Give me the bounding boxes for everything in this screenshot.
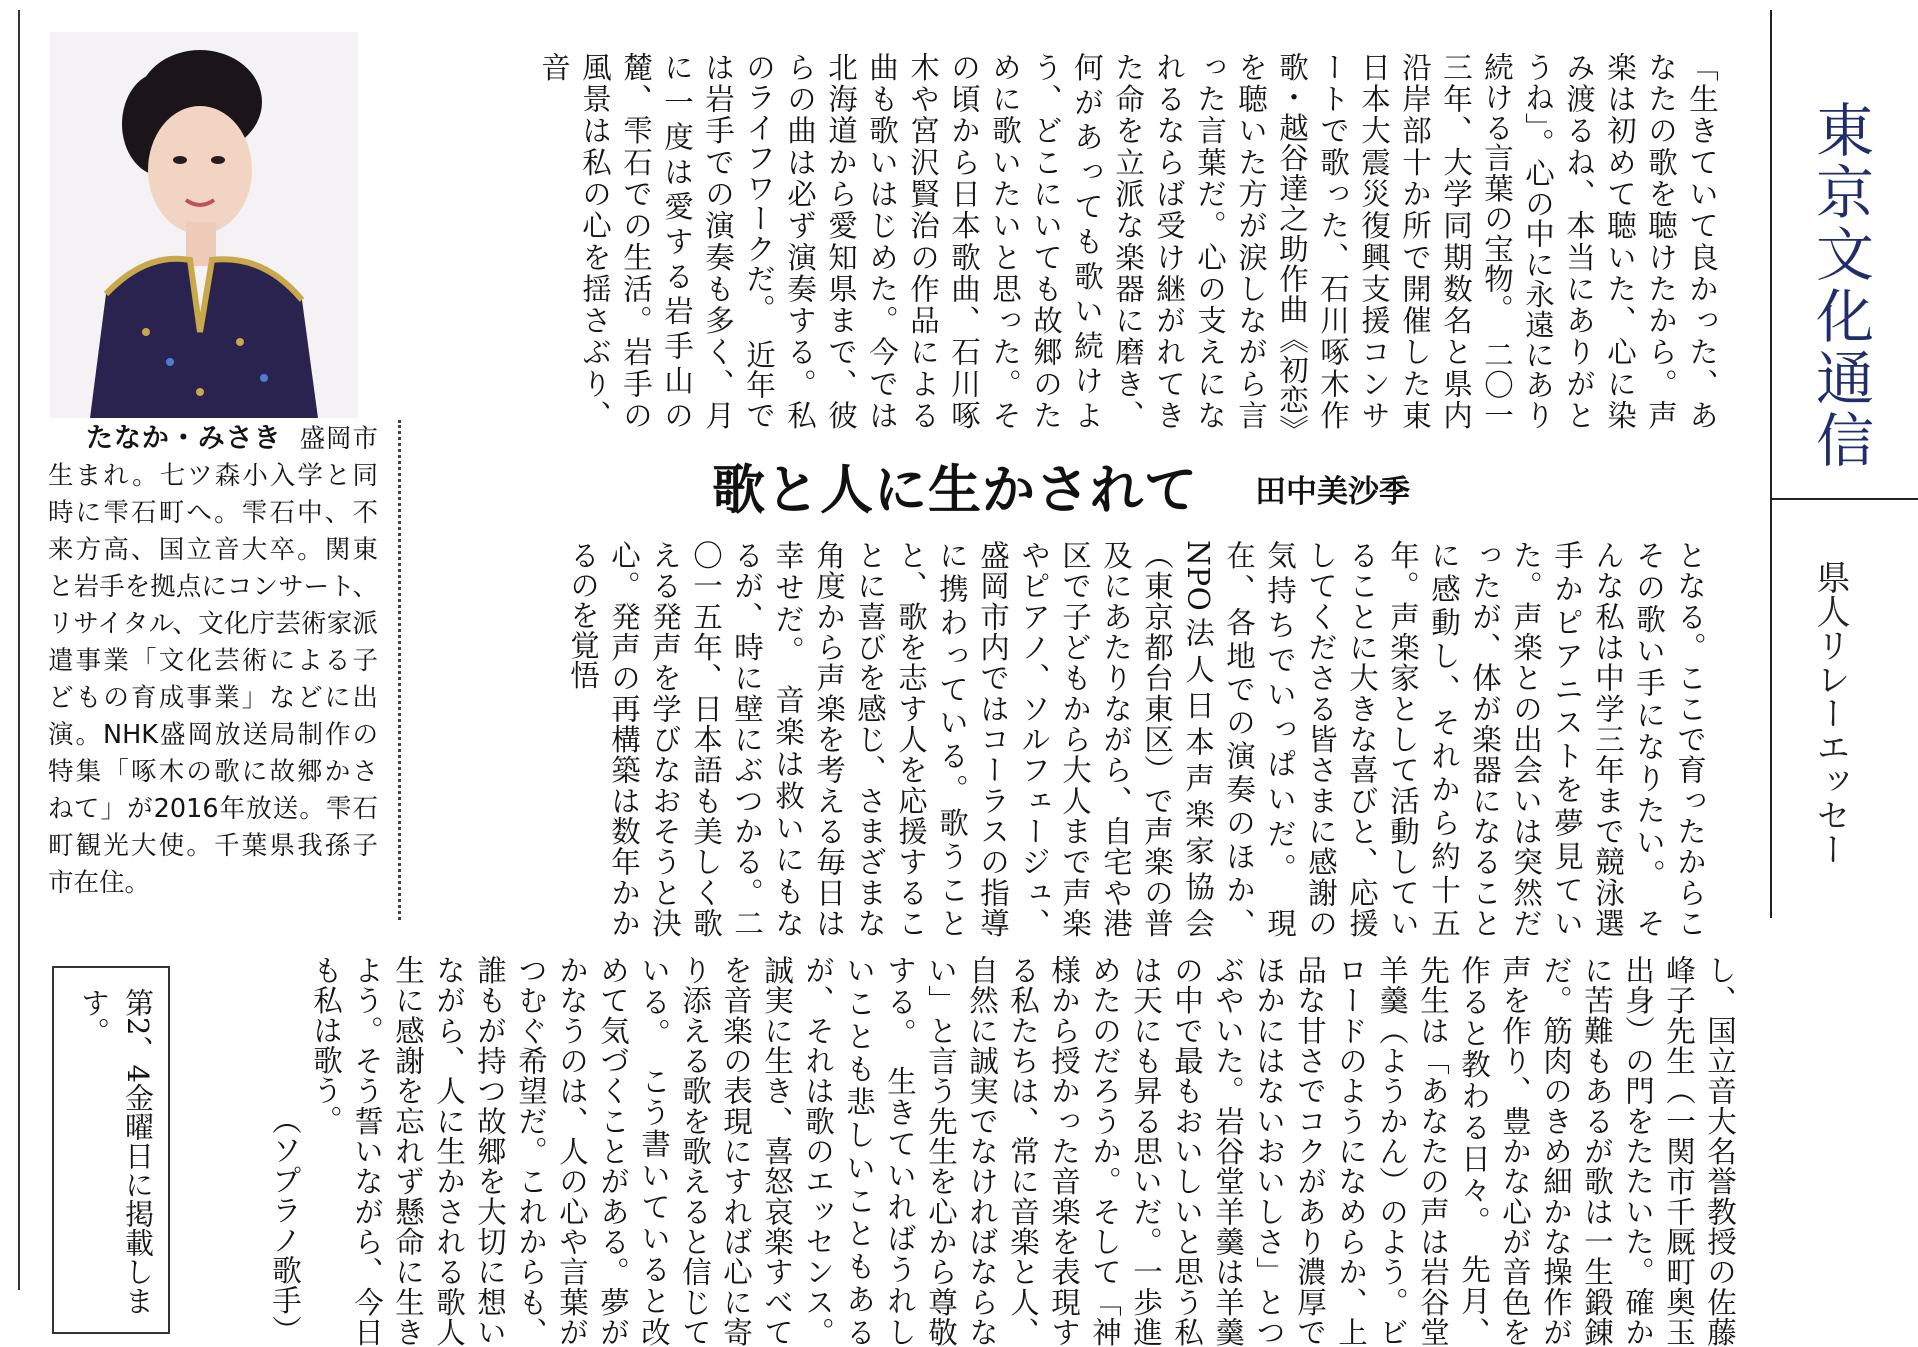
- profile-name: たなか・みさき: [86, 423, 282, 454]
- article-signoff: （ソプラノ歌手）: [268, 1105, 302, 1345]
- article-headline: 歌と人に生かされて: [712, 459, 1198, 521]
- profile-bio: 盛岡市生まれ。七ツ森小入学と同時に雫石町へ。雫石中、不来方高、国立音大卒。関東と岩手を拠点にコンサート、リサイタル、文化庁芸術家派遣事業「文化芸術による子どもの育成事業」などに出演。NHK盛岡放送局制作の特集「啄木の歌に故郷かさねて」が2016年放送。雫石町観光大使。千葉県我孫子市在住。: [48, 424, 378, 898]
- article-lower-text: し、国立音大名誉教授の佐藤峰子先生（一関市千厩町奥玉出身）の門をたたいた。確かに苦難もあるが歌は一生鍛錬だ。筋肉のきめ細かな操作が声を作り、豊かな心が音色を作ると教わる日々。 先月、先生は「あなたの声は岩谷堂羊羹（ようかん）のよう。ビロードのようになめらか、上品な甘さでコクがあり濃厚でほかにはないおいしさ」とつぶやいた。岩谷堂羊羹は羊羹の中で最もおいしいと思う私は天にも昇る思いだ。一歩進めたのだろうか。そして「神様から授かった音楽を表現する私たちは、常に音楽と人、自然に誠実でなければならない」と言う先生を心から尊敬する。 生きていればうれしいことも悲しいこともあるが、それは歌のエッセンス。誠実に生き、喜怒哀楽すべてを音楽の表現にすれば心に寄り添える歌を歌えると信じている。 こう書いていると改めて気づくことがある。夢がかなうのは、人の心や言葉がつむぐ希望だ。これからも、誰もが持つ故郷を大切に想いながら、人に生かされる歌人生に感謝を忘れず懸命に生きよう。そう誓いながら、今日も私は歌う。: [309, 955, 1737, 1347]
- article-column-middle: となる。ここで育ったからこその歌い手になりたい。 そんな私は中学三年まで競泳選手かピアニストを夢見ていた。声楽との出会いは突然だったが、体が楽器になることに感動し、それから約十五年。声楽家として活動していることに大きな喜びと、応援してくださる皆さまに感謝の気持ちでいっぱいだ。 現在、各地での演奏のほか、NPO法人日本声楽家協会（東京都台東区）で声楽の普及にあたりながら、自宅や港区で子どもから大人まで声楽やピアノ、ソルフェージュ、盛岡市内ではコーラスの指導に携わっている。歌うことと、歌を志す人を応援することに喜びを感じ、さまざまな角度から声楽を考える毎日は幸せだ。 音楽は救いにもなるが、時に壁にぶつかる。二〇一五年、日本語も美しく歌える発声を学びなおそうと決心。発声の再構築は数年かかるのを覚悟: [566, 540, 1707, 938]
- article-author: 田中美沙季: [1255, 474, 1410, 510]
- article-column-upper: 「生きていて良かった、あなたの歌を聴けたから。声楽は初めて聴いた、心に染み渡るね、本当にありがとうね」。心の中に永遠にあり続ける言葉の宝物。 二〇一三年、大学同期数名と県内沿岸部十か所で開催した東日本大震災復興支援コンサートで歌った、石川啄木作歌・越谷達之助作曲《初恋》を聴いた方が涙しながら言った言葉だ。心の支えになれるならば受け継がれてきた命を立派な楽器に磨き、何があっても歌い続けよう、どこにいても故郷のために歌いたいと思った。その頃から日本歌曲、石川啄木や宮沢賢治の作品による曲も歌いはじめた。今では北海道から愛知県まで、彼らの曲は必ず演奏する。私のライフワークだ。 近年では岩手での演奏も多く、月に一度は愛する岩手山の麓、雫石での生活。岩手の風景は私の心を揺さぶり、音: [537, 52, 1719, 430]
- series-title: 東京文化通信: [1806, 100, 1874, 472]
- series-subtitle: 県人リレーエッセー: [1810, 560, 1850, 866]
- series-divider: [1770, 498, 1772, 918]
- profile-divider: [398, 420, 401, 920]
- schedule-note: 第2、4金曜日に掲載します。: [77, 988, 155, 1315]
- article-column-lower: [210, 955, 1740, 1347]
- author-photo: [50, 32, 358, 418]
- author-profile: [48, 420, 378, 930]
- page-border: [18, 10, 20, 1290]
